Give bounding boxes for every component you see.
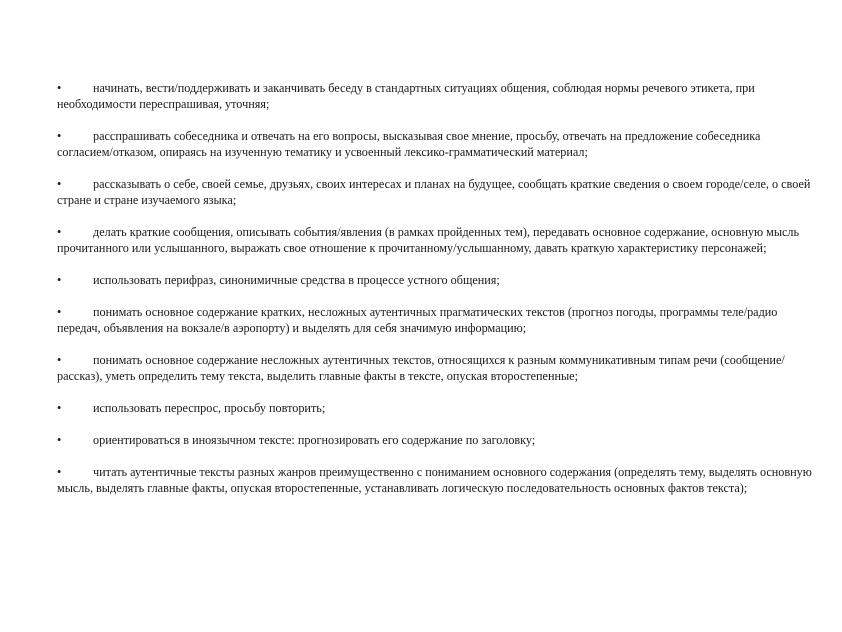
list-item <box>57 128 817 160</box>
document-page <box>57 80 817 512</box>
list-item-text: понимать основное содержание несложных аутентичных текстов, относящихся к разным коммуникативным типам речи (сообщение/рассказ), уметь определить тему текста, выделить главные факты в тексте, опуская второстепенные; <box>57 353 785 383</box>
list-item <box>57 464 817 496</box>
list-item-text: читать аутентичные тексты разных жанров преимущественно с пониманием основного содержания (определять тему, выделять основную мысль, выделять главные факты, опуская второстепенные, устанавливать логическую последовательность основных фактов текста); <box>57 465 812 495</box>
list-item <box>57 80 817 112</box>
bullet-list <box>57 80 817 496</box>
bullet-icon: • <box>57 129 62 143</box>
list-item-text: рассказывать о себе, своей семье, друзьях, своих интересах и планах на будущее, сообщать краткие сведения о своем городе/селе, о своей стране и стране изучаемого языка; <box>57 177 811 207</box>
list-item-text: начинать, вести/поддерживать и заканчивать беседу в стандартных ситуациях общения, соблюдая нормы речевого этикета, при необходимости переспрашивая, уточняя; <box>57 81 755 111</box>
list-item <box>57 272 817 288</box>
list-item <box>57 352 817 384</box>
list-item <box>57 304 817 336</box>
bullet-icon: • <box>57 177 62 191</box>
list-item-text: делать краткие сообщения, описывать события/явления (в рамках пройденных тем), передавать основное содержание, основную мысль прочитанного или услышанного, выражать свое отношение к прочитанному/услышанному, давать краткую характеристику персонажей; <box>57 225 800 255</box>
bullet-icon: • <box>57 273 62 287</box>
list-item <box>57 224 817 256</box>
list-item-text: использовать перифраз, синонимичные средства в процессе устного общения; <box>93 273 500 287</box>
bullet-icon: • <box>57 225 62 239</box>
bullet-icon: • <box>57 81 62 95</box>
bullet-icon: • <box>57 401 62 415</box>
list-item-text: использовать переспрос, просьбу повторить; <box>93 401 326 415</box>
list-item-text: расспрашивать собеседника и отвечать на его вопросы, высказывая свое мнение, просьбу, отвечать на предложение собеседника согласием/отказом, опираясь на изученную тематику и усвоенный лексико-грамматический материал; <box>57 129 761 159</box>
list-item <box>57 432 817 448</box>
bullet-icon: • <box>57 353 62 367</box>
list-item-text: ориентироваться в иноязычном тексте: прогнозировать его содержание по заголовку; <box>93 433 536 447</box>
bullet-icon: • <box>57 465 62 479</box>
list-item-text: понимать основное содержание кратких, несложных аутентичных прагматических текстов (прогноз погоды, программы теле/радио передач, объявления на вокзале/в аэропорту) и выделять для себя значимую информацию; <box>57 305 778 335</box>
list-item <box>57 400 817 416</box>
list-item <box>57 176 817 208</box>
bullet-icon: • <box>57 305 62 319</box>
bullet-icon: • <box>57 433 62 447</box>
